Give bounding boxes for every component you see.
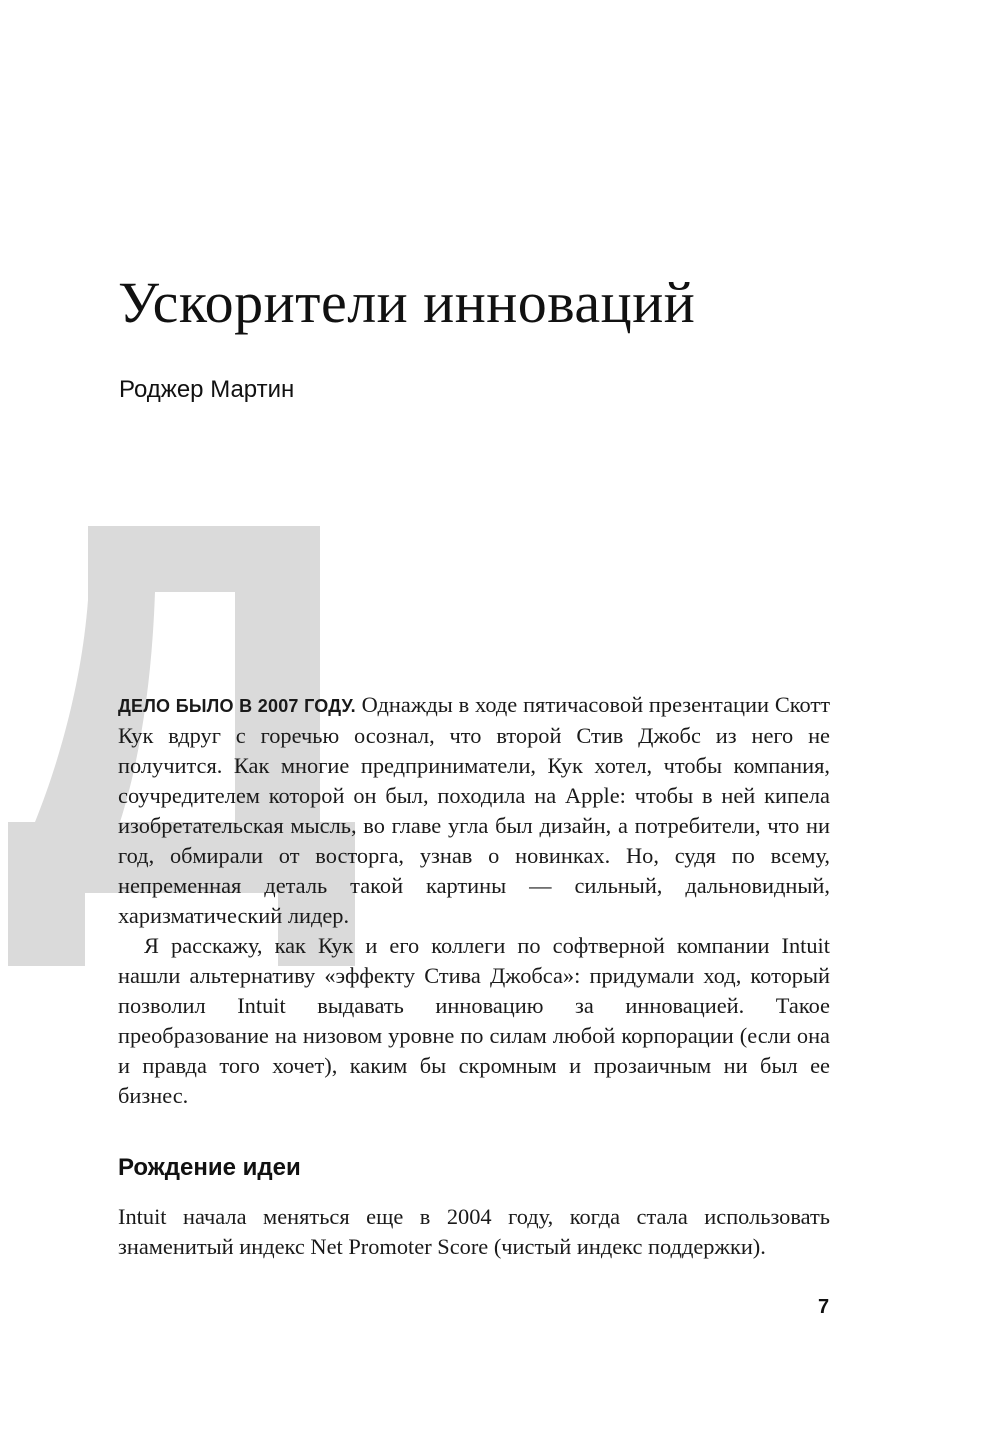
intro-paragraph-2: Я расскажу, как Кук и его коллеги по софтверной компании Intuit нашли альтернативу «эффекту Стива Джобса»: придумали ход, который позволил Intuit выдавать инновацию за инновацией. Такое преобразование на низовом уровне по силам любой корпорации (если она и правда того хочет), каким бы скромным и прозаичным ни был ее бизнес. bbox=[118, 933, 830, 1108]
intro-paragraph-1-text: Однажды в ходе пятичасовой презентации Скотт Кук вдруг с горечью осознал, что второй Стив Джобс из него не получится. Как многие предприниматели, Кук хотел, чтобы компания, соучредителем которой он был, походила на Apple: чтобы в ней кипела изобретательская мысль, во главе угла был дизайн, а потребители, что ни год, обмирали от восторга, узнав о новинках. Но, судя по всему, непременная деталь такой картины — сильный, дальновидный, харизматический лидер. bbox=[118, 692, 830, 928]
chapter-title: Ускорители инноваций bbox=[118, 270, 696, 335]
section-paragraph-1: Intuit начала меняться еще в 2004 году, когда стала использовать знаменитый индекс Net Promoter Score (чистый индекс поддержки). bbox=[118, 1204, 830, 1259]
lead-in: ДЕЛО БЫЛО В 2007 ГОДУ. bbox=[118, 696, 356, 716]
section-heading: Рождение идеи bbox=[118, 1154, 301, 1181]
page-number: 7 bbox=[818, 1296, 830, 1318]
intro-text bbox=[118, 690, 830, 1111]
section-text bbox=[118, 1202, 830, 1262]
intro-paragraph-1 bbox=[118, 690, 830, 931]
chapter-author: Роджер Мартин bbox=[119, 376, 295, 403]
